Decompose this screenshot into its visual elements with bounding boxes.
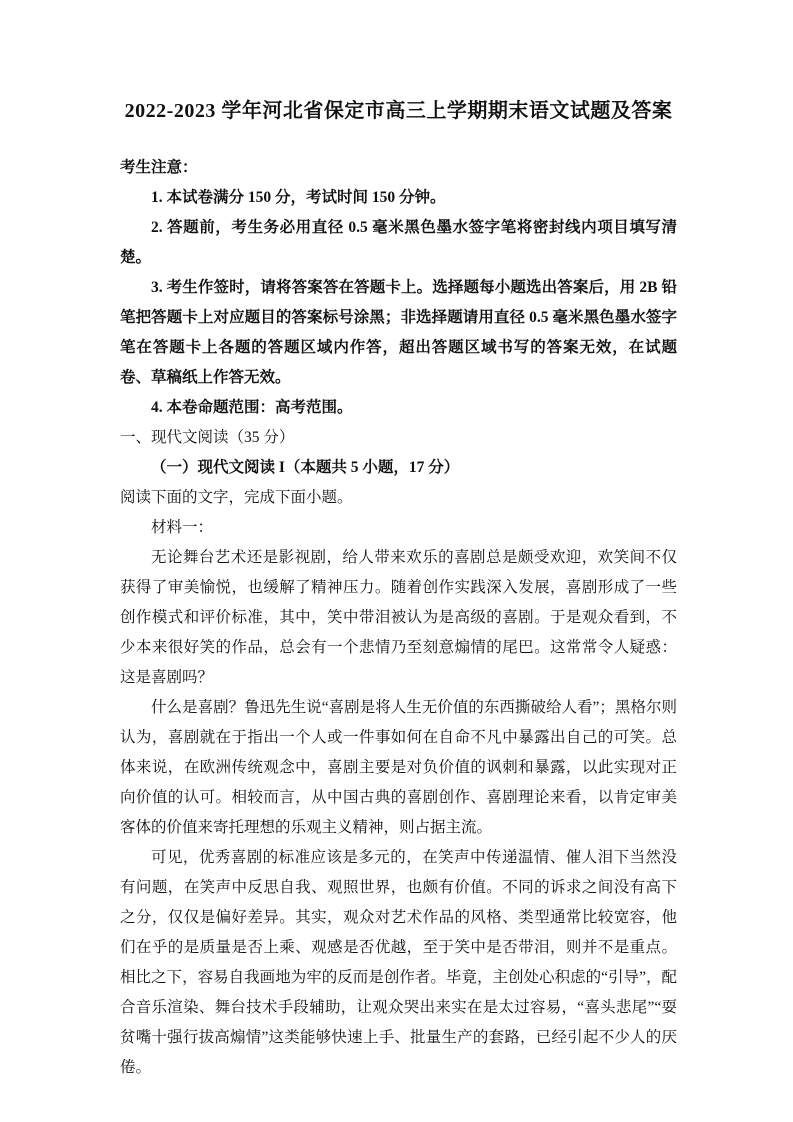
reading-instruction: 阅读下面的文字，完成下面小题。 bbox=[120, 489, 353, 506]
subsection-heading: （一）现代文阅读 I（本题共 5 小题，17 分） bbox=[151, 459, 460, 476]
notice-item-2: 2. 答题前，考生务必用直径 0.5 毫米黑色墨水签字笔将密封线内项目填写清楚。 bbox=[120, 219, 677, 266]
notice-item-3: 3. 考生作签时，请将答案答在答题卡上。选择题每小题选出答案后，用 2B 铅笔把答题卡上对应题目的答案标号涂黑；非选择题请用直径 0.5 毫米黑色墨水签字笔在答题卡上各题的答题区域内作答，超出答题区域书写的答案无效，在试题卷、草稿纸上作答无效。 bbox=[120, 279, 677, 386]
material-label: 材料一： bbox=[151, 519, 214, 536]
notice-item-4: 4. 本卷命题范围：高考范围。 bbox=[151, 399, 353, 416]
section-heading: 一、现代文阅读（35 分） bbox=[120, 429, 295, 446]
material-paragraph-1: 无论舞台艺术还是影视剧，给人带来欢乐的喜剧总是颇受欢迎，欢笑间不仅获得了审美愉悦，也缓解了精神压力。随着创作实践深入发展，喜剧形成了一些创作模式和评价标准，其中，笑中带泪被认为是高级的喜剧。于是观众看到，不少本来很好笑的作品，总会有一个悲情乃至刻意煽情的尾巴。这常常令人疑惑：这是喜剧吗？ bbox=[120, 549, 677, 686]
material-paragraph-2: 什么是喜剧？鲁迅先生说“喜剧是将人生无价值的东西撕破给人看”；黑格尔则认为，喜剧就在于指出一个人或一件事如何在自命不凡中暴露出自己的可笑。总体来说，在欧洲传统观念中，喜剧主要是对负价值的讽刺和暴露，以此实现对正向价值的认可。相较而言，从中国古典的喜剧创作、喜剧理论来看，以肯定审美客体的价值来寄托理想的乐观主义精神，则占据主流。 bbox=[120, 699, 677, 836]
document-title: 2022-2023 学年河北省保定市高三上学期期末语文试题及答案 bbox=[124, 100, 673, 122]
notice-heading: 考生注意： bbox=[120, 159, 198, 176]
material-paragraph-3: 可见，优秀喜剧的标准应该是多元的，在笑声中传递温情、催人泪下当然没有问题，在笑声中反思自我、观照世界，也颇有价值。不同的诉求之间没有高下之分，仅仅是偏好差异。其实，观众对艺术作品的风格、类型通常比较宽容，他们在乎的是质量是否上乘、观感是否优越，至于笑中是否带泪，则并不是重点。相比之下，容易自我画地为牢的反而是创作者。毕竟，主创处心积虑的“引导”，配合音乐渲染、舞台技术手段辅助，让观众哭出来实在是太过容易，“喜头悲尾”“耍贫嘴十强行拔高煽情”这类能够快速上手、批量生产的套路，已经引起不少人的厌倦。 bbox=[120, 849, 677, 1076]
notice-item-1: 1. 本试卷满分 150 分，考试时间 150 分钟。 bbox=[151, 189, 446, 206]
